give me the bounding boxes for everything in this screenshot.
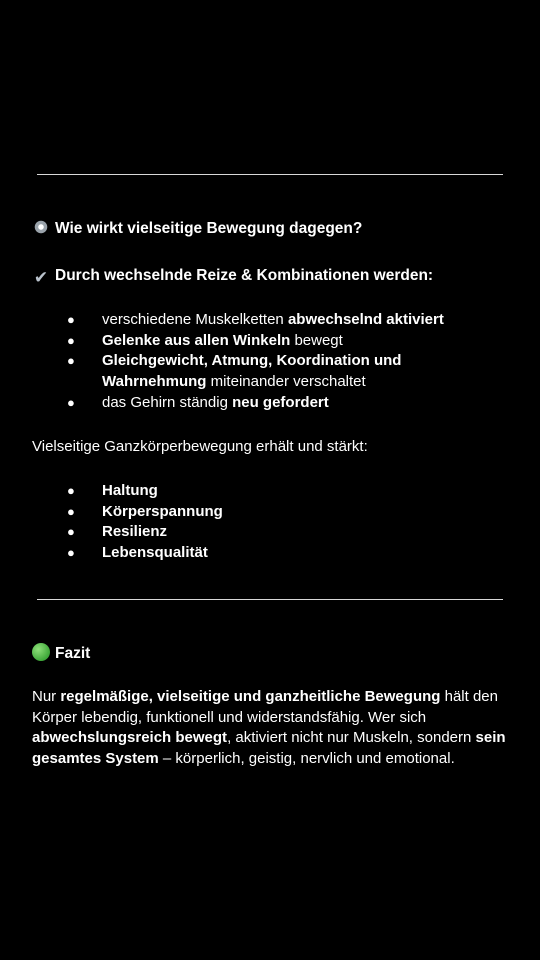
- section-heading-bewegung: [32, 218, 362, 239]
- paragraph-bold-text: regelmäßige, vielseitige und ganzheitliche Bewegung: [60, 688, 441, 705]
- item-text: das Gehirn ständig: [102, 393, 233, 411]
- heading-text: Fazit: [55, 645, 91, 662]
- bullet-icon: ●: [67, 332, 75, 348]
- bullet-icon: ●: [67, 524, 75, 540]
- list-item: [0, 481, 540, 502]
- fazit-paragraph: [32, 687, 522, 770]
- item-text: verschiedene Muskelketten: [102, 311, 288, 328]
- paragraph-text: hält den Körper lebendig, funktionell und widerstandsfähig. Wer sich: [32, 688, 498, 726]
- benefits-list: [0, 481, 540, 564]
- list-item: [0, 331, 540, 352]
- benefit-text: Resilienz: [102, 523, 168, 541]
- gear-icon: [32, 218, 50, 236]
- list-item: [0, 393, 540, 414]
- heading-text: Wie wirkt vielseitige Bewegung dagegen?: [55, 220, 363, 237]
- divider-top: [37, 174, 503, 175]
- section-heading-fazit: [32, 643, 90, 664]
- item-text: miteinander verschaltet: [206, 373, 366, 391]
- benefit-text: Körperspannung: [102, 502, 223, 520]
- bullet-icon: ●: [67, 353, 75, 369]
- benefit-text: Lebensqualität: [102, 544, 208, 562]
- bullet-icon: ●: [67, 545, 75, 561]
- list-item: [0, 502, 540, 523]
- bullet-icon: ●: [67, 483, 75, 498]
- item-bold-text: abwechselnd aktiviert: [287, 311, 444, 328]
- benefit-text: Haltung: [102, 482, 158, 499]
- list-item: [0, 543, 540, 564]
- bullet-icon: ●: [67, 394, 75, 410]
- list-item: [0, 522, 540, 543]
- subheading-reize: [32, 266, 433, 287]
- effects-list: [0, 310, 540, 414]
- list-item: [0, 310, 540, 331]
- paragraph-text: , aktiviert nicht nur Muskeln, sondern: [227, 729, 476, 747]
- green-circle-icon: [32, 643, 50, 661]
- paragraph-text: Nur: [32, 688, 61, 705]
- benefits-intro: Vielseitige Ganzkörperbewegung erhält und stärkt:: [32, 438, 368, 455]
- item-text: bewegt: [290, 331, 343, 349]
- item-bold-text: neu gefordert: [232, 393, 329, 411]
- item-bold-text: Gelenke aus allen Winkeln: [102, 331, 291, 349]
- check-mark-icon: ✔: [33, 268, 49, 287]
- paragraph-text: – körperlich, geistig, nervlich und emotional.: [158, 750, 455, 768]
- subheading-text: Durch wechselnde Reize & Kombinationen werden:: [55, 267, 434, 284]
- item-bold-text: Gleichgewicht, Atmung, Koordination und Wahrnehmung: [102, 352, 402, 391]
- paragraph-bold-text: sein gesamtes System: [32, 729, 506, 768]
- list-item: [0, 351, 540, 392]
- divider-bottom: [37, 599, 503, 600]
- bullet-icon: ●: [67, 312, 75, 327]
- paragraph-bold-text: abwechslungsreich bewegt: [32, 729, 228, 747]
- bullet-icon: ●: [67, 503, 75, 519]
